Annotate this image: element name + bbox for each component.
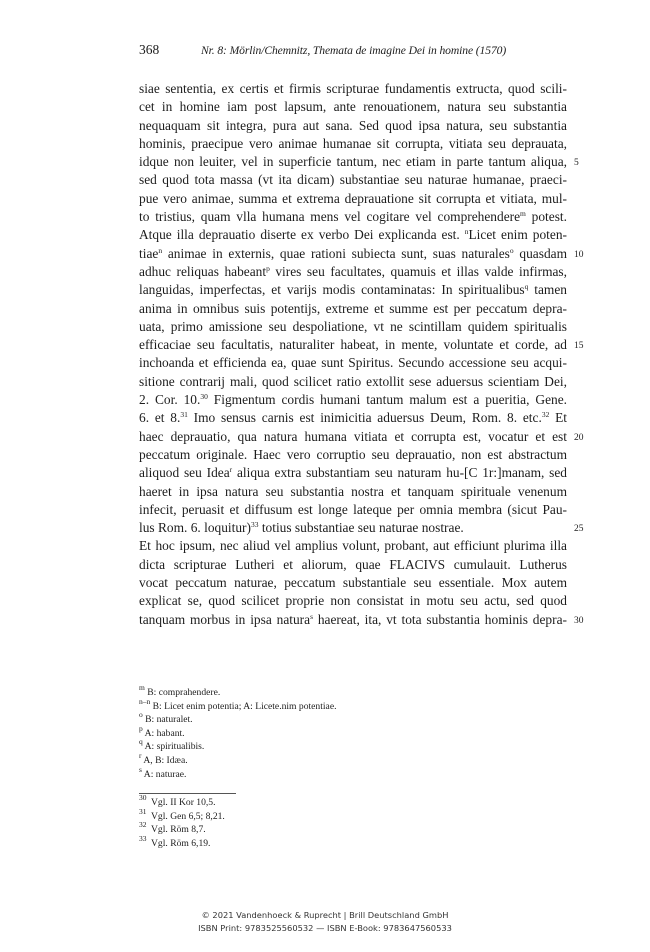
text-line (139, 611, 584, 629)
note-marker: 33 (250, 520, 259, 530)
line-text: sitione contrarij mali, quod scilicet ratio extollit sese aduersus scientiam Dei, (139, 373, 567, 389)
text-line (139, 574, 567, 592)
text-line (139, 446, 567, 464)
line-text: uata, primo amissione seu despoliatione, vt ne scintillam quidem spiritualis (139, 318, 567, 334)
running-header (139, 42, 569, 58)
note-marker: p (139, 723, 143, 733)
line-text: nequaquam sit integra, pura aut sana. Sed quod ipsa natura, seu substantia (139, 117, 567, 133)
line-number: 15 (574, 341, 584, 352)
text-line (139, 556, 567, 574)
line-text: Figmentum cordis humani tantum malum est a pueritia, Gene. (207, 392, 568, 408)
apparatus-text: A, B: Idæa. (141, 754, 188, 766)
apparatus-text: A: habant. (142, 727, 185, 739)
line-text: totius substantiae seu naturae nostrae. (258, 520, 464, 536)
apparatus-entry (139, 696, 419, 714)
footnote-text: Vgl. Gen 6,5; 8,21. (151, 810, 225, 822)
critical-apparatus (139, 683, 419, 781)
line-text: siae sententia, ex certis et firmis scripturae fundamentis extructa, quod scili- (139, 81, 567, 96)
note-marker: n–n (139, 696, 151, 706)
line-text: explicat se, quod scilicet proprie non consistat in motu seu actu, sed quod (139, 593, 567, 609)
line-text: efficaciae seu facultatis, naturaliter habeat, in mente, voluntate et corde, ad (139, 337, 567, 353)
apparatus-text: A: spiritualibis. (142, 741, 205, 753)
line-text: tamen (528, 282, 567, 298)
apparatus-text: B: naturalet. (142, 714, 193, 726)
text-line (139, 537, 567, 555)
note-marker: m (139, 683, 145, 692)
text-line (139, 391, 567, 409)
copyright-line: © 2021 Vandenhoeck & Ruprecht | Brill Deutschland GmbH (201, 910, 449, 920)
line-text: adhuc reliquas habeant (139, 263, 267, 279)
line-text: Atque illa deprauatio diserte ex verbo Dei explicanda est. (139, 227, 465, 243)
line-text: lus Rom. 6. loquitur) (139, 520, 251, 536)
line-number: 5 (574, 158, 579, 169)
footnote-entry (139, 806, 419, 824)
text-line (139, 80, 567, 98)
line-text: pue vero animae, summa et extrema deprauatione sit corrupta et vitiata, mul- (139, 190, 567, 206)
note-marker: 33 (139, 833, 147, 843)
line-text: anima in omnibus suis potentijs, extreme et summe est per peccatum depra- (139, 300, 567, 316)
text-line (139, 428, 584, 446)
page-number: 368 (139, 42, 160, 57)
main-text (139, 80, 584, 629)
apparatus-entry (139, 710, 419, 727)
footnote-entry (139, 833, 419, 851)
note-marker: m (520, 209, 526, 219)
text-line (139, 153, 579, 171)
footnote-entry (139, 820, 419, 837)
apparatus-entry (139, 750, 419, 768)
note-marker: s (310, 611, 313, 621)
text-line (139, 373, 567, 391)
line-text: tiae (139, 245, 159, 261)
footnote-text: Vgl. II Kor 10,5. (151, 797, 216, 808)
text-line (139, 190, 567, 208)
line-text: animae in externis, quae rationi subiecta sunt, suas naturales (162, 245, 510, 261)
line-text: inchoanda et efficienda ea, quae sunt Spiritus. Secundo accessione seu acqui- (139, 355, 567, 371)
note-marker: 30 (200, 392, 208, 402)
footnote-text: Vgl. Röm 6,19. (151, 837, 211, 849)
footnote-text: Vgl. Röm 8,7. (151, 824, 206, 836)
line-text: vocat peccatum naturae, peccatum substantiale seu essentiale. Mox autem (139, 575, 567, 591)
text-line (139, 464, 567, 482)
line-text: idque non leuiter, vel in superficie tantum, nec etiam in parte tantum aliqua, (139, 154, 567, 170)
text-line (139, 354, 567, 372)
note-marker: o (139, 710, 143, 720)
line-number: 25 (574, 524, 584, 535)
text-line (139, 483, 567, 501)
line-text: hominis, praecipue vero animae humanae sit corrupta, vitiata seu deprauata, (139, 135, 567, 151)
isbn-line: ISBN Print: 9783525560532 — ISBN E-Book: 9783647560533 (198, 923, 452, 933)
note-marker: n (464, 227, 469, 237)
text-line (139, 263, 567, 281)
footnotes (139, 793, 419, 850)
note-marker: o (509, 245, 514, 255)
apparatus-text: B: Licet enim potentia; A: Licete.nim potentiae. (150, 700, 337, 712)
text-line (139, 336, 584, 354)
note-marker: 32 (541, 410, 550, 420)
line-text: haec deprauatio, qua natura humana vitiata et corrupta est, vocatur et est (139, 428, 567, 444)
apparatus-entry (139, 764, 419, 782)
apparatus-entry (139, 737, 419, 754)
apparatus-entry (139, 723, 419, 741)
line-text: haeret in ipsa natura seu substantia nostra et tanquam spirituale venenum (139, 483, 567, 499)
line-text: potest. (525, 209, 567, 225)
text-line (139, 117, 567, 135)
apparatus-text: B: comprahendere. (144, 687, 221, 698)
line-text: Et (549, 410, 568, 426)
apparatus-entry (139, 683, 419, 700)
text-line (139, 501, 567, 519)
line-text: haereat, ita, vt tota substantia hominis depra- (313, 611, 567, 627)
note-marker: q (139, 737, 143, 747)
text-line (139, 300, 567, 318)
line-text: tanquam morbus in ipsa natura (139, 611, 311, 627)
line-text: aliqua extra substantiam seu naturam hu-[C 1r:]manam, sed (232, 465, 567, 481)
text-line (139, 519, 584, 537)
line-text: peccatum originale. Haec vero corruptio seu deprauatio, non est abstractum (139, 446, 567, 462)
line-text: aliquod seu Idea (139, 465, 230, 481)
note-marker: 32 (139, 820, 147, 830)
line-text: sed quod tota massa (vt ita dicam) substantiae seu naturae humanae, praeci- (139, 172, 567, 188)
text-line (139, 318, 567, 336)
apparatus-text: A: naturae. (141, 768, 187, 780)
footnote-entry (139, 793, 419, 810)
line-text: languidas, imperfectas, et varijs modis contaminatas: In spiritualibus (139, 282, 525, 298)
note-marker: s (139, 764, 142, 774)
note-marker: r (229, 465, 233, 475)
line-text: cet in homine iam post lapsum, ante renouationem, natura seu substantia (139, 99, 567, 115)
line-text: 6. et 8. (139, 410, 181, 426)
line-text: to tristius, quam vlla humana mens vel cogitare vel comprehendere (139, 209, 521, 225)
line-text: infecit, peruasit et diffusum est longe lateque per omnia membra (sicut Pau- (139, 501, 567, 517)
line-text: dicta scripturae Lutheri et aliorum, quae FLACIVS cumulauit. Lutherus (139, 556, 567, 572)
text-line (139, 281, 567, 299)
line-text: vires seu facultates, quamuis et illas valde infirmas, (269, 263, 567, 279)
text-line (139, 98, 567, 116)
text-line (139, 592, 567, 610)
line-text: quasdam (513, 245, 567, 261)
page-footer (0, 909, 650, 935)
note-marker: 31 (139, 806, 147, 816)
line-text: 2. Cor. 10. (139, 392, 201, 408)
note-marker: 30 (139, 793, 147, 802)
line-text: Licet enim poten- (468, 227, 567, 243)
line-number: 10 (574, 249, 584, 260)
line-text: Et hoc ipsum, nec aliud vel amplius volunt, probant, aut efficiunt plurima illa (139, 538, 567, 554)
running-head-title: Nr. 8: Mörlin/Chemnitz, Themata de imagine Dei in homine (1570) (201, 44, 507, 57)
note-marker: p (266, 263, 270, 273)
text-line (139, 135, 567, 153)
line-number: 20 (574, 432, 584, 443)
note-marker: r (139, 750, 142, 760)
text-line (139, 171, 567, 189)
text-line (139, 245, 584, 263)
note-marker: q (524, 282, 529, 292)
note-marker: n (158, 245, 163, 255)
note-marker: 31 (180, 410, 188, 420)
text-line (139, 226, 567, 244)
text-line (139, 409, 567, 427)
footnote-divider (139, 793, 236, 794)
line-text: Imo sensus carnis est inimicitia aduersus Deum, Rom. 8. etc. (187, 410, 542, 426)
line-number: 30 (574, 615, 584, 626)
text-line (139, 208, 567, 226)
